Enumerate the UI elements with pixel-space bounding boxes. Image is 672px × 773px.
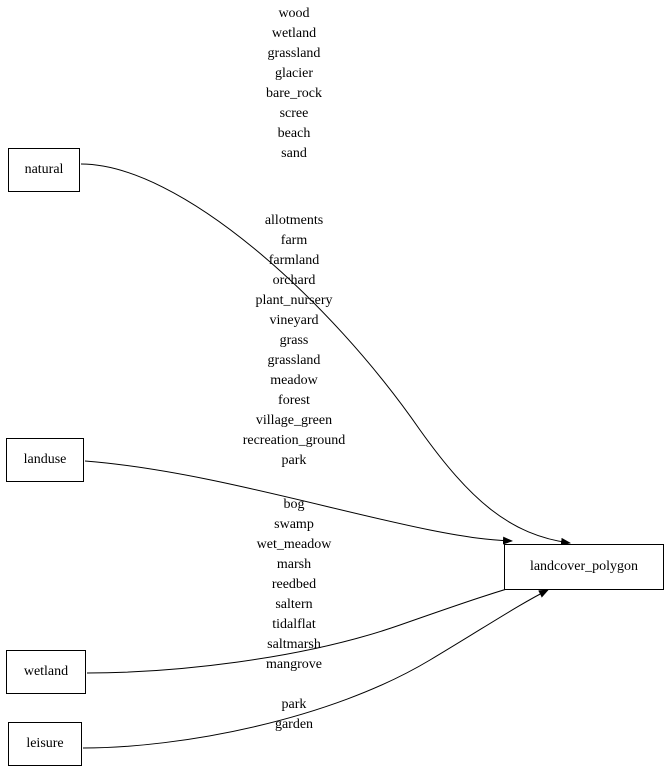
edge-label: grassland — [267, 46, 321, 61]
edge-label: wood — [278, 6, 310, 21]
edge-label: forest — [278, 393, 310, 408]
edge-label: allotments — [264, 213, 324, 228]
edge-label: recreation_ground — [242, 433, 346, 448]
node-wetland-label: wetland — [23, 664, 69, 679]
edge-label: sand — [281, 146, 307, 161]
edge-label: grassland — [267, 353, 321, 368]
edge-label: village_green — [255, 413, 333, 428]
edge-label: bog — [283, 497, 305, 512]
edge-label: beach — [277, 126, 311, 141]
edge-label: saltern — [275, 597, 313, 612]
node-landcover-polygon-label: landcover_polygon — [529, 559, 639, 574]
node-wetland[interactable] — [6, 650, 86, 694]
node-leisure-label: leisure — [26, 736, 64, 751]
node-landuse-label: landuse — [23, 452, 67, 467]
edge-label: meadow — [270, 373, 318, 388]
edge-label: reedbed — [271, 577, 317, 592]
edge-label: farm — [280, 233, 308, 248]
node-leisure[interactable] — [8, 722, 82, 766]
edge-label: wetland — [271, 26, 317, 41]
edge-label: park — [281, 697, 307, 712]
edge-label: marsh — [276, 557, 312, 572]
edge-label: park — [281, 453, 307, 468]
edge-label: saltmarsh — [267, 637, 321, 652]
edge-label: plant_nursery — [255, 293, 333, 308]
edge-label: garden — [274, 717, 314, 732]
edge-label: swamp — [274, 517, 314, 532]
edge-label: farmland — [268, 253, 320, 268]
edge-label-group-leisure — [206, 695, 382, 735]
node-natural-label: natural — [24, 162, 64, 177]
edge-label: bare_rock — [266, 86, 322, 101]
edge-label: wet_meadow — [256, 537, 332, 552]
edge-label-group-landuse — [206, 211, 382, 471]
edge-label-group-natural — [206, 4, 382, 164]
edge-label: grass — [279, 333, 309, 348]
edge-label-group-wetland — [206, 495, 382, 675]
node-natural[interactable] — [8, 148, 80, 192]
edge-label: orchard — [272, 273, 316, 288]
node-landuse[interactable] — [6, 438, 84, 482]
edge-label: tidalflat — [272, 617, 316, 632]
node-landcover-polygon[interactable] — [504, 544, 664, 590]
edge-label: vineyard — [269, 313, 319, 328]
edge-label: glacier — [274, 66, 314, 81]
edge-label: scree — [279, 106, 309, 121]
edge-label: mangrove — [266, 657, 322, 672]
